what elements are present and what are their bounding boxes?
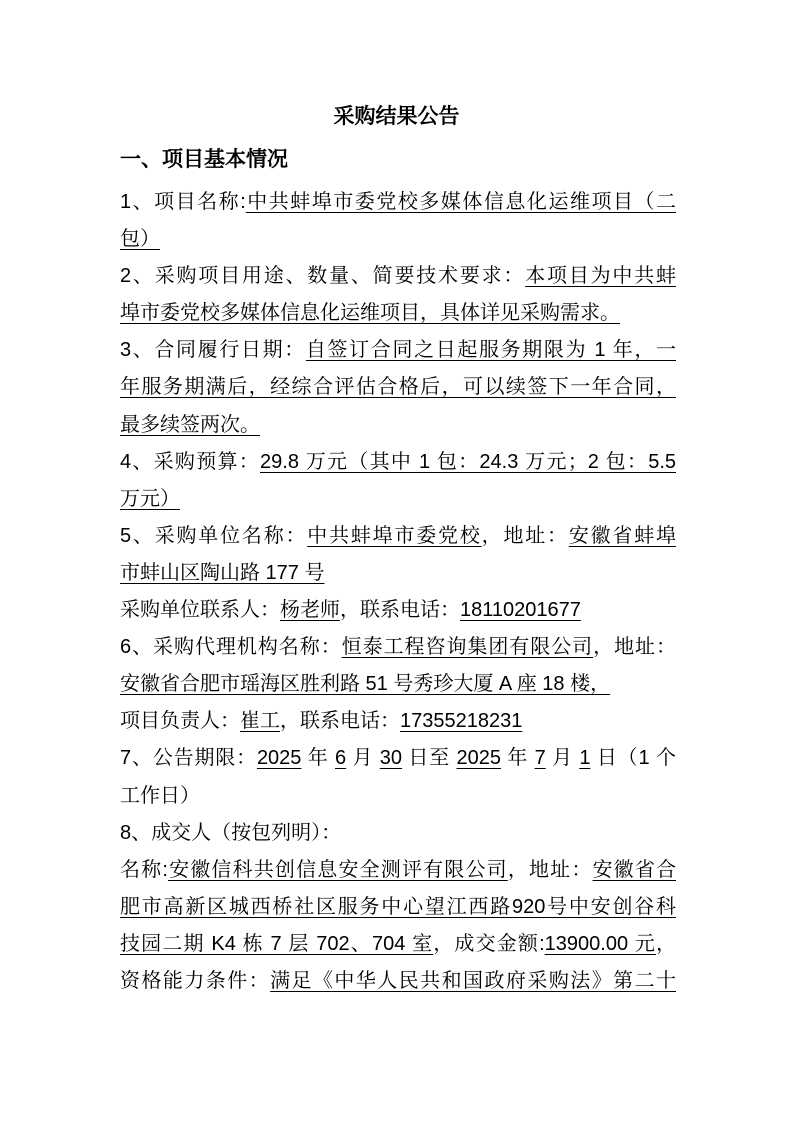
filled-value: 安徽省蚌埠: [568, 524, 677, 547]
item-3-contract-period: [120, 332, 676, 443]
filled-value: 2025: [256, 747, 302, 770]
field-label: ，: [656, 932, 676, 955]
item-2-procurement-purpose: [120, 258, 676, 332]
text-line: [120, 740, 676, 777]
filled-value: 本项目为中共蚌: [525, 265, 677, 288]
field-label: 名称:: [120, 858, 168, 881]
purchaser-contact: [120, 592, 676, 629]
filled-value: 杨老师: [280, 599, 340, 622]
text-line: [120, 852, 676, 889]
filled-value: 万元）: [120, 487, 180, 510]
text-line: [120, 518, 676, 555]
text-line: [120, 963, 676, 1000]
agency-contact: [120, 703, 676, 740]
filled-value: 技园二期 K4 栋 7 层 702、704 室: [120, 932, 434, 955]
text-line: [120, 815, 676, 852]
filled-value: 崔工: [240, 710, 280, 733]
filled-value: 2025: [456, 747, 501, 770]
text-line: [120, 407, 676, 444]
field-label: ，联系电话：: [280, 710, 400, 733]
text-line: [120, 444, 676, 481]
text-line: [120, 666, 676, 703]
field-label: 月: [545, 747, 580, 770]
filled-value: 恒泰工程咨询集团有限公司: [341, 636, 594, 659]
field-label: 日至: [402, 747, 457, 770]
text-line: [120, 258, 676, 295]
filled-value: 29.8 万元（其中 1 包：24.3 万元；2 包：5.5: [260, 450, 677, 473]
filled-value: 肥市高新区城西桥社区服务中心望江西路920号中安创谷科: [120, 895, 676, 918]
text-line: [120, 629, 676, 666]
item-8-winning-bidder-heading: [120, 815, 676, 852]
field-label: ，联系电话：: [340, 599, 460, 622]
filled-value: 30: [379, 747, 403, 770]
page-title: 采购结果公告: [333, 105, 460, 128]
item-1-project-name: [120, 184, 676, 258]
field-label: 项目负责人：: [120, 710, 240, 733]
text-line: [120, 778, 676, 815]
field-label: 2、采购项目用途、数量、简要技术要求：: [120, 265, 526, 288]
item-5-purchaser: [120, 518, 676, 592]
filled-value: 安徽省合: [592, 858, 677, 881]
filled-value: 埠市委党校多媒体信息化运维项目，具体详见采购需求。: [120, 302, 620, 325]
text-line: [120, 295, 676, 332]
filled-value: 13900.00 元: [544, 932, 656, 955]
filled-value: 中共蚌埠市委党校: [307, 524, 482, 547]
text-line: [120, 555, 676, 592]
field-label: 6、采购代理机构名称：: [120, 636, 342, 659]
filled-value: 1: [579, 747, 591, 770]
winning-bidder-details: [120, 852, 676, 1000]
item-7-notice-period: [120, 740, 676, 814]
filled-value: 最多续签两次。: [120, 413, 260, 436]
item-4-budget: [120, 444, 676, 518]
field-label: ，地址：: [593, 636, 677, 659]
text-line: [120, 481, 676, 518]
text-line: [120, 926, 676, 963]
field-label: 采购单位联系人：: [120, 599, 280, 622]
section-heading: 一、项目基本情况: [120, 148, 288, 171]
filled-value: 满足《中华人民共和国政府采购法》第二十: [270, 969, 677, 992]
field-label: 年: [500, 747, 535, 770]
filled-value: 18110201677: [460, 599, 581, 622]
filled-value: 17355218231: [400, 710, 523, 733]
filled-value: 自签订合同之日起服务期限为 1 年，一: [305, 339, 676, 362]
field-label: 年: [301, 747, 336, 770]
field-label: 3、合同履行日期：: [120, 339, 306, 362]
field-label: ，地址：: [507, 858, 593, 881]
filled-value: 包）: [120, 228, 160, 251]
field-label: 日（1 个: [590, 747, 676, 770]
filled-value: 市蚌山区陶山路 177 号: [120, 561, 325, 584]
item-6-agency: [120, 629, 676, 703]
text-line: [120, 369, 676, 406]
text-line: [120, 184, 676, 221]
filled-value: 安徽信科共创信息安全测评有限公司: [167, 858, 508, 881]
text-line: [120, 889, 676, 926]
field-label: ，地址：: [481, 524, 569, 547]
document-body: [120, 184, 676, 1000]
field-label: 8、成交人（按包列明）：: [120, 821, 342, 844]
filled-value: 中共蚌埠市委党校多媒体信息化运维项目（二: [245, 191, 677, 213]
field-label: 月: [346, 747, 380, 770]
filled-value: 安徽省合肥市瑶海区胜利路 51 号秀珍大厦 A 座 18 楼，: [120, 673, 611, 696]
field-label: 5、采购单位名称：: [120, 524, 308, 547]
field-label: 工作日）: [120, 784, 200, 807]
field-label: 资格能力条件：: [120, 969, 271, 992]
filled-value: 7: [534, 747, 546, 770]
field-label: 4、采购预算：: [120, 450, 261, 473]
text-line: [120, 332, 676, 369]
field-label: 1、项目名称:: [120, 191, 246, 213]
filled-value: 6: [335, 747, 347, 770]
filled-value: 年服务期满后，经综合评估合格后，可以续签下一年合同，: [120, 376, 676, 399]
text-line: [120, 592, 676, 629]
text-line: [120, 221, 676, 258]
field-label: 7、公告期限：: [120, 747, 257, 770]
field-label: ，成交金额:: [433, 932, 545, 955]
text-line: [120, 703, 676, 740]
